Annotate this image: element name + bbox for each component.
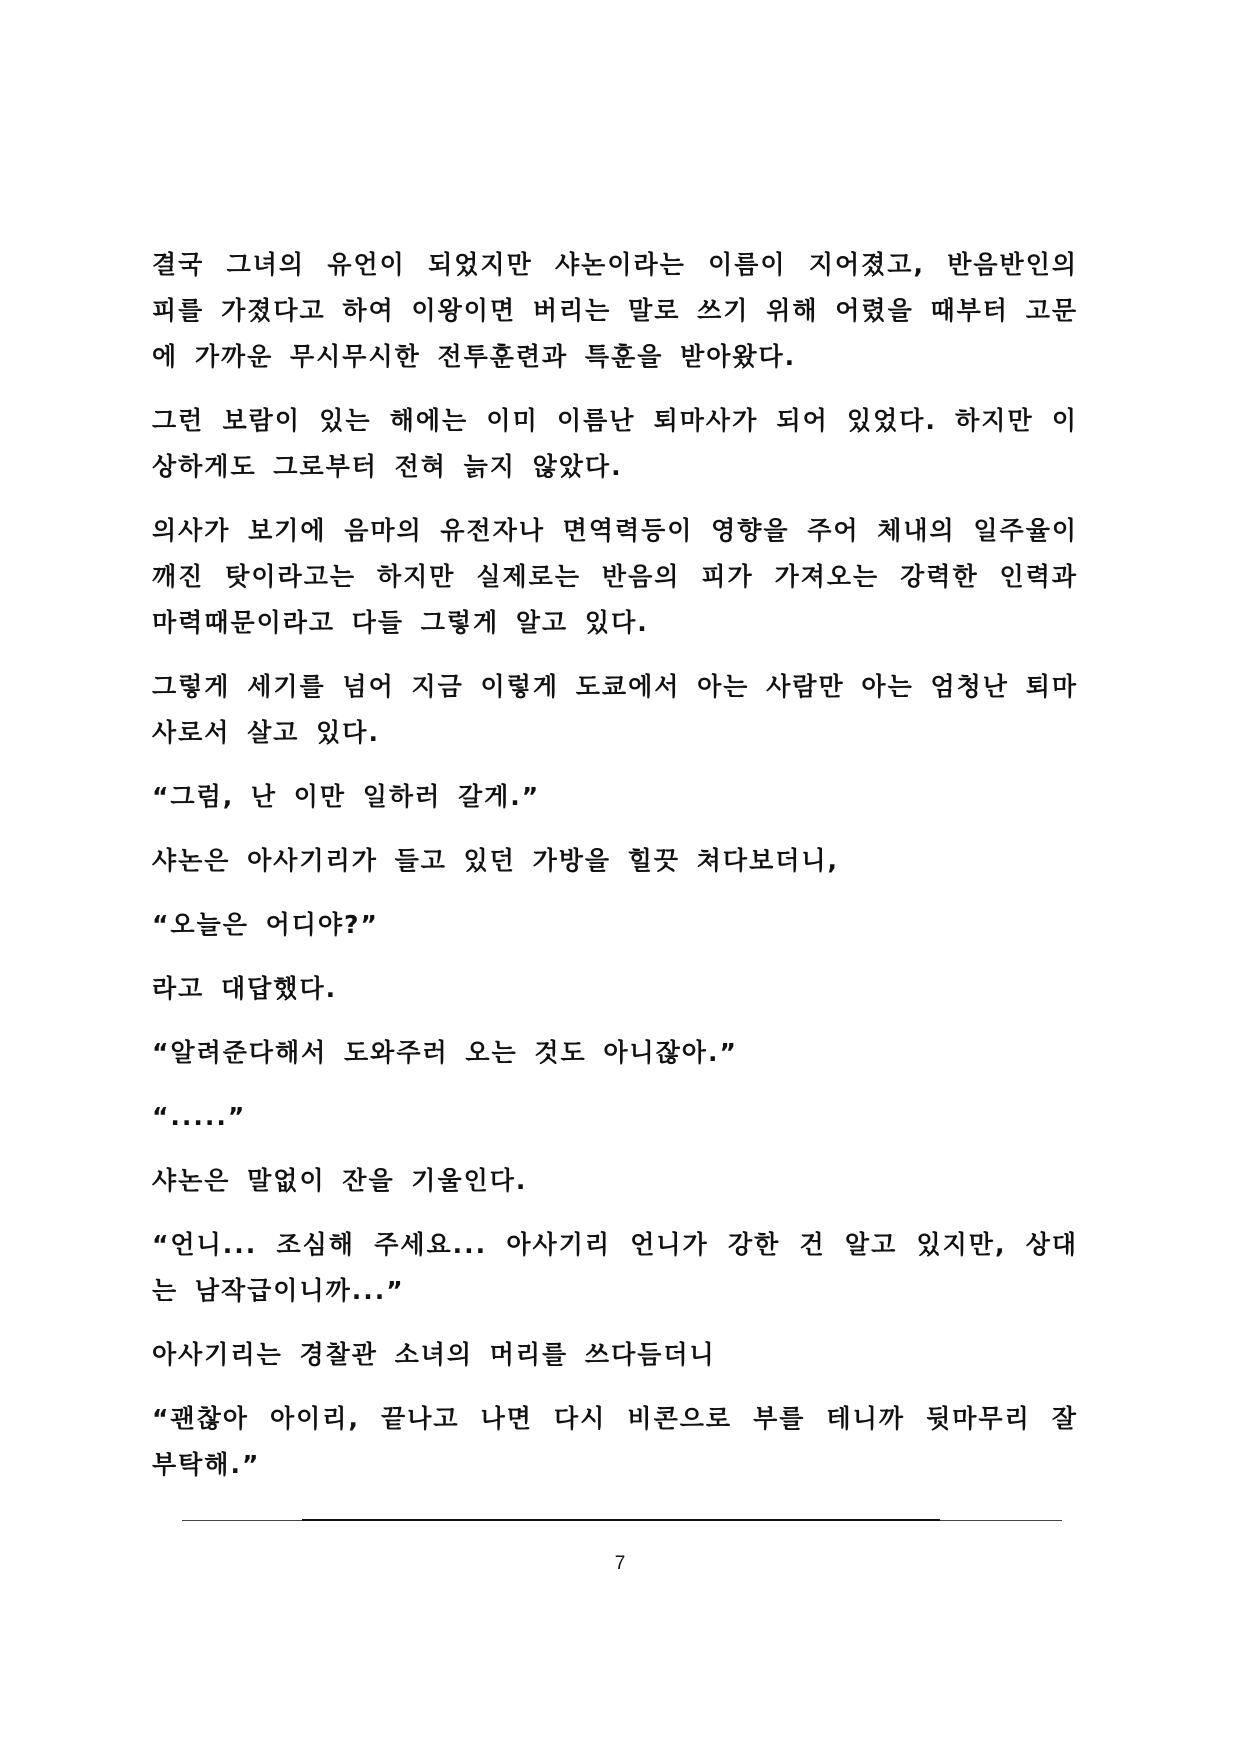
paragraph: 의사가 보기에 음마의 유전자나 면역력등이 영향을 주어 체내의 일주율이 깨진 탓이라고는 하지만 실제로는 반음의 피가 가져오는 강력한 인력과 마력때문이라고 다들 그렇게 알고 있다.	[152, 516, 1078, 637]
paragraph: 샤논은 말없이 잔을 기울인다.	[152, 1166, 528, 1195]
dialogue-line: “괜찮아 아이리, 끝나고 나면 다시 비콘으로 부를 테니까 뒷마무리 잘 부탁해.”	[152, 1404, 1078, 1479]
paragraph: 결국 그녀의 유언이 되었지만 샤논이라는 이름이 지어졌고, 반음반인의 피를 가졌다고 하여 이왕이면 버리는 말로 쓰기 위해 어렸을 때부터 고문에 가까운 무시무시한 전투훈련과 특훈을 받아왔다.	[152, 250, 1078, 371]
page-number: 7	[614, 1553, 626, 1574]
paragraph: 샤논은 아사기리가 들고 있던 가방을 힐끗 쳐다보더니,	[152, 846, 840, 875]
paragraph: 그렇게 세기를 넘어 지금 이렇게 도쿄에서 아는 사람만 아는 엄청난 퇴마사로서 살고 있다.	[152, 672, 1078, 747]
dialogue-line: “언니... 조심해 주세요... 아사기리 언니가 강한 건 알고 있지만, 상대는 남작급이니까...”	[152, 1230, 1078, 1305]
dialogue-line: “.....”	[152, 1102, 247, 1131]
paragraph: 아사기리는 경찰관 소녀의 머리를 쓰다듬더니	[152, 1340, 716, 1369]
body-text	[152, 242, 1078, 1488]
paragraph: 라고 대답했다.	[152, 974, 338, 1003]
footer-divider-center	[302, 1519, 940, 1521]
dialogue-line: “오늘은 어디야?”	[152, 910, 379, 939]
paragraph: 그런 보람이 있는 해에는 이미 이름난 퇴마사가 되어 있었다. 하지만 이상하게도 그로부터 전혀 늙지 않았다.	[152, 406, 1078, 481]
dialogue-line: “그럼, 난 이만 일하러 갈게.”	[152, 782, 541, 811]
dialogue-line: “알려준다해서 도와주러 오는 것도 아니잖아.”	[152, 1038, 738, 1067]
